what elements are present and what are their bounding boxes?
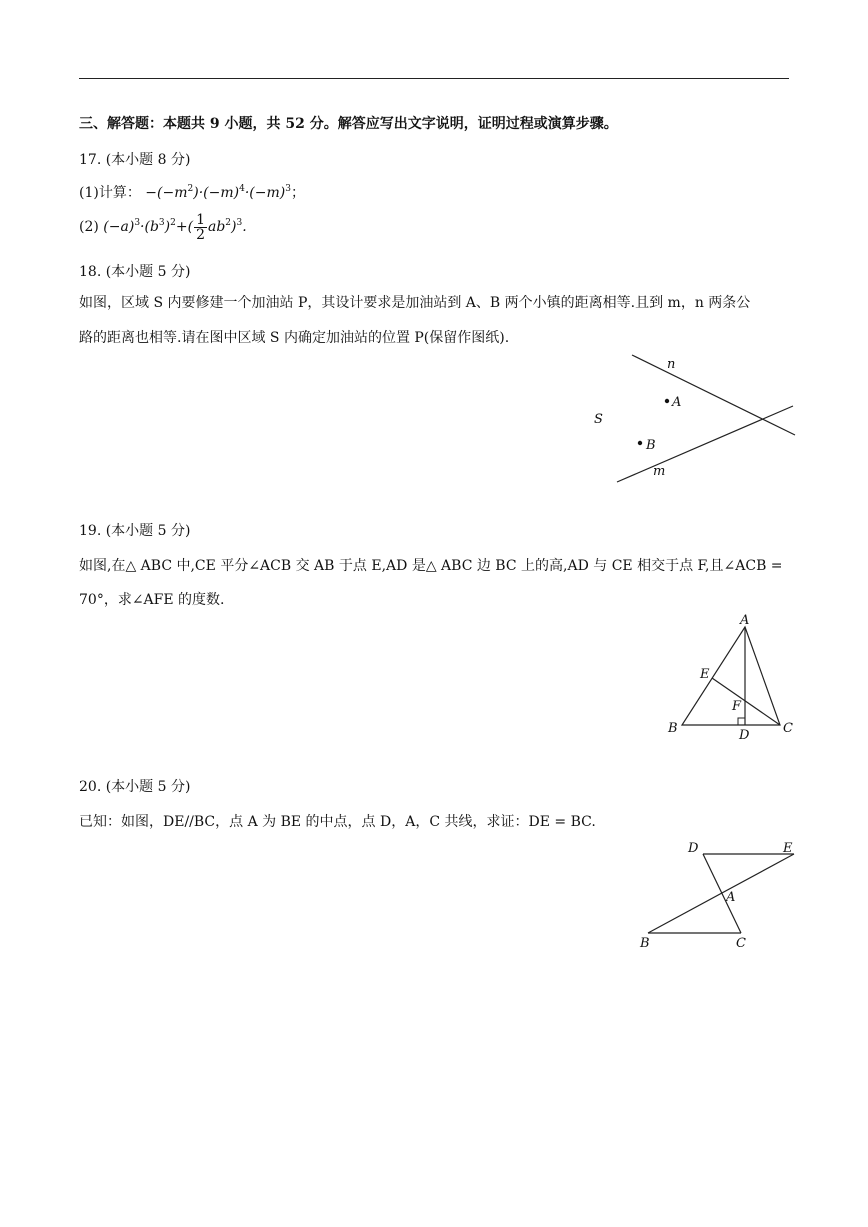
- label-s: S: [594, 412, 603, 427]
- section-heading: 三、解答题：本题共 9 小题，共 52 分。解答应写出文字说明，证明过程或演算步骤。: [79, 116, 618, 132]
- q18-text-line2: 路的距离也相等.请在图中区域 S 内确定加油站的位置 P(保留作图纸).: [79, 330, 510, 346]
- label-c: C: [783, 721, 793, 736]
- label-d: D: [739, 728, 750, 743]
- q17-part1: [79, 183, 305, 203]
- label-m: m: [653, 464, 666, 479]
- town-a-point: [665, 399, 669, 403]
- q17-part1-prefix: (1)计算：: [79, 185, 141, 201]
- label-c: C: [736, 936, 746, 951]
- q20-header: 20. (本小题 5 分): [79, 779, 191, 795]
- triangle-abc: [682, 627, 780, 725]
- road-n-line: [632, 355, 795, 435]
- q17-part1-expression: $-(-m^2)\cdot(-m)^4\cdot(-m)^3$；: [145, 184, 305, 201]
- q19-figure: [660, 610, 810, 745]
- top-rule: [79, 78, 789, 79]
- segment-be: [648, 854, 794, 933]
- q20-figure: [630, 835, 810, 955]
- label-a: A: [672, 395, 682, 410]
- q19-header: 19. (本小题 5 分): [79, 523, 191, 539]
- right-angle-mark: [738, 718, 745, 725]
- q18-text-line1: 如图，区域 S 内要修建一个加油站 P，其设计要求是加油站到 A、B 两个小镇的距离相等.且到 m，n 两条公: [79, 295, 751, 311]
- q17-part2-prefix: (2): [79, 219, 99, 235]
- label-e: E: [783, 841, 793, 856]
- q18-figure: [580, 350, 810, 490]
- q20-text-line1: 已知：如图，DE//BC，点 A 为 BE 的中点，点 D，A，C 共线，求证：DE = BC.: [79, 814, 596, 830]
- q17-header: 17. (本小题 8 分): [79, 152, 191, 168]
- q18-header: 18. (本小题 5 分): [79, 264, 191, 280]
- road-m-line: [617, 406, 793, 482]
- label-b: B: [668, 721, 678, 736]
- town-b-point: [638, 441, 642, 445]
- label-e: E: [700, 667, 710, 682]
- label-f: F: [732, 699, 742, 714]
- label-b: B: [646, 438, 656, 453]
- label-a: A: [726, 890, 736, 905]
- q17-part2: [79, 212, 247, 242]
- q17-part2-expression: $(-a)^3\cdot(b^3)^2+$( $\frac{1}{2}$ $ab^2)^3$.: [103, 211, 247, 243]
- q19-text-line2: 70°，求∠AFE 的度数.: [79, 592, 225, 608]
- label-a: A: [740, 613, 750, 628]
- label-n: n: [667, 357, 676, 372]
- label-d: D: [688, 841, 699, 856]
- label-b: B: [640, 936, 650, 951]
- q19-text-line1: 如图,在△ ABC 中,CE 平分∠ACB 交 AB 于点 E,AD 是△ ABC 边 BC 上的高,AD 与 CE 相交于点 F,且∠ACB =: [79, 558, 783, 574]
- bisector-ce: [712, 678, 780, 725]
